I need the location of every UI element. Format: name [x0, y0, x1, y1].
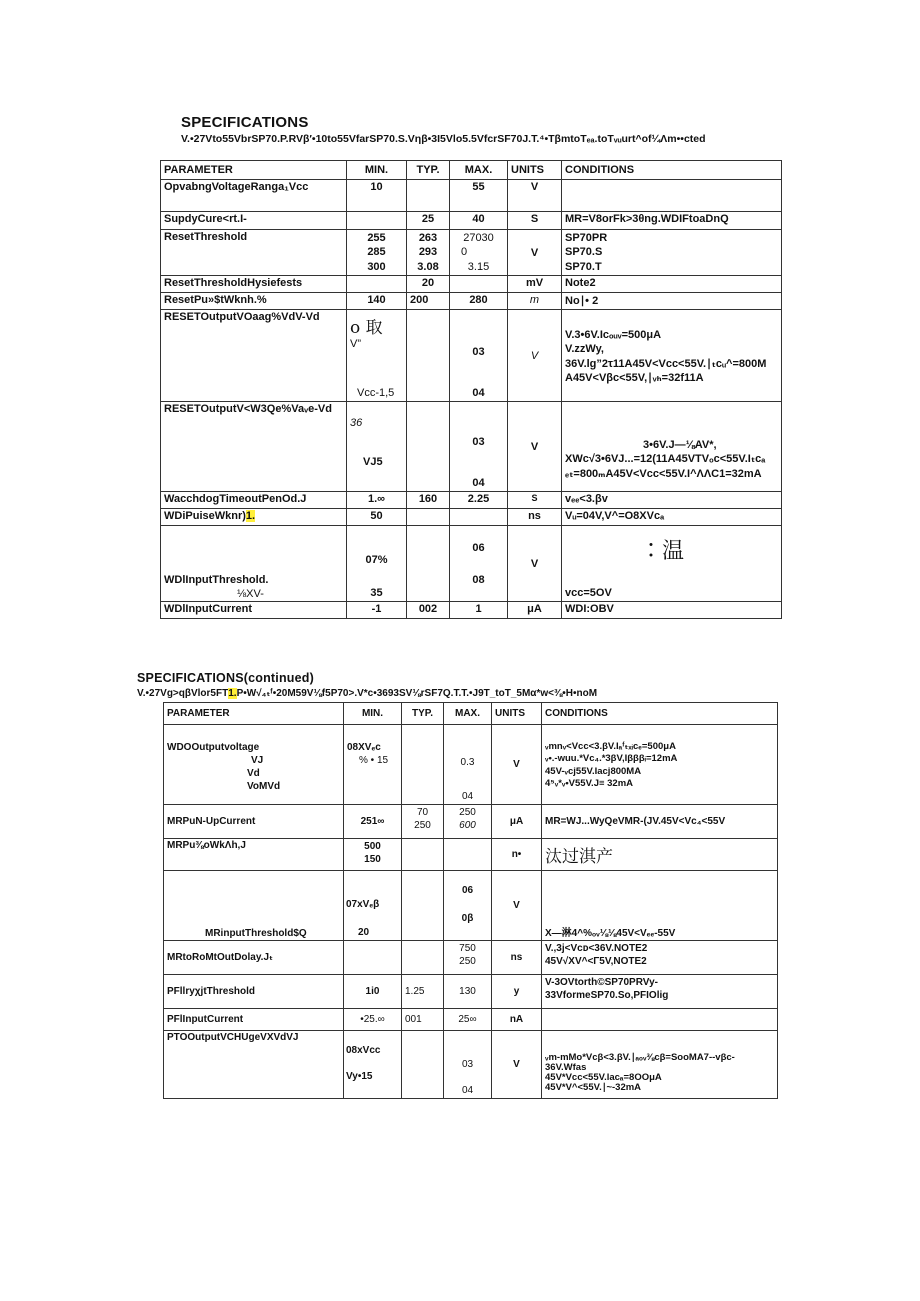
condition-text: 3•6V.J—⅛AV*, [643, 439, 717, 451]
min-value: VJ5 [363, 456, 383, 468]
units-value: S [530, 213, 539, 225]
param-text: RESETOutputVOaag%VdV-Vd [164, 311, 320, 323]
units-value: nA [509, 1014, 524, 1025]
max-value: 03 [461, 1059, 474, 1070]
condition-text: ᵥm-mMo*Vᴄβ<3.βV.∣ₐₒᵥ⅜ᴄβ=SooMA7--vβᴄ- [545, 1052, 735, 1063]
max-value: 08 [472, 574, 485, 586]
typ-value: 1.25 [405, 986, 425, 997]
highlight-mark: 1. [245, 510, 256, 522]
param-text: ResetThreshold [164, 231, 248, 243]
param-text: OpvabngVoltageRanga₁Vᴄᴄ [164, 181, 309, 193]
min-value: 300 [367, 260, 386, 273]
table-row [161, 310, 782, 402]
table-row [164, 725, 778, 805]
param-text: VoMVd [247, 781, 281, 792]
header-parameter: PARAMETER [161, 161, 347, 180]
min-value: Vy•15 [346, 1071, 373, 1082]
condition-text: X—淋4^%ₒᵥ⅛⅛45V<Vₑₑ-55V [545, 928, 676, 939]
max-value: 0β [461, 913, 474, 924]
param-text: SupdyCure<rt.I- [164, 213, 247, 225]
table-header-row [164, 703, 778, 725]
units-value: V [530, 246, 539, 259]
max-value: 600 [459, 820, 476, 831]
table-row [161, 293, 782, 310]
max-value: 25∞ [458, 1014, 477, 1025]
max-value: 04 [472, 387, 485, 399]
param-text: RESETOutputV<W3Qe%Vaᵥe-Vd [164, 403, 332, 415]
max-value: 03 [472, 436, 485, 448]
max-value: 250 [459, 956, 476, 967]
table-row [161, 402, 782, 492]
section1-subtitle: V.•27Vto55VbrSP70.P.RVβ′•10to55VfarSP70.S.Vηβ•3I5Vlo5.5VfcrSF70J.T.⁴•TβmtoTₑₐ.toTᵥᵤurt^of¼Λm••cted [181, 133, 706, 145]
condition-text: V-3OVtorth©SP70PRVy- [545, 977, 658, 988]
units-value: S [531, 493, 538, 503]
param-text: WDlInputCurrent [164, 603, 252, 615]
condition-text: V.,3j<Vᴄᴅ<36V.NOTE2 [545, 943, 648, 954]
max-value: 03 [472, 346, 485, 358]
param-text: VJ [251, 755, 264, 766]
max-value: 250 [459, 807, 476, 818]
table-row [161, 602, 782, 619]
min-value: 50 [370, 510, 383, 522]
table-row [161, 180, 782, 212]
condition-text: vᴄᴄ=5OV [565, 587, 612, 599]
table-row [164, 839, 778, 871]
param-text: MRPuN-UpCurrent [167, 816, 256, 827]
condition-text: Vᵤ=04V,V^=O8XVᴄₐ [565, 510, 665, 522]
min-value: 255 [367, 232, 386, 244]
condition-text: 汰过淇产 [545, 847, 613, 867]
condition-text: MR=WJ...WyQeVMR-(JV.45V<Vᴄ₄<55V [545, 816, 726, 827]
condition-text: 33VformeSP70.So,PFIOlig [545, 990, 669, 1001]
header-min: MIN. [344, 703, 402, 725]
condition-text: XWc√3•6VJ...=12(11A45VTVₒᴄ<55V.Iₜᴄₐ [565, 453, 766, 466]
max-value: 2.25 [467, 493, 490, 505]
condition-text: SP70PR [565, 232, 608, 244]
param-text: WDOOutputvoltage [167, 742, 260, 753]
units-value: μA [527, 603, 542, 615]
condition-text: Note2 [565, 277, 596, 289]
condition-text: 4⁵ᵥ*ᵥ•V55V.J≡ 32mA [545, 778, 634, 790]
table-row [164, 805, 778, 839]
max-value: 06 [472, 542, 485, 554]
header-max: MAX. [444, 703, 492, 725]
typ-value: 70 [416, 807, 429, 818]
typ-value: 20 [421, 277, 435, 289]
min-value: 1i0 [365, 986, 380, 997]
param-text: WacchdogTimeoutPenOd.J [164, 493, 307, 505]
units-value: n• [511, 849, 522, 860]
condition-text: vₑₑ<3.βv [565, 493, 608, 505]
condition-text: ᵥ•.-wuu.*Vᴄ₄.*3βV,Iβββᵢ=12mA [545, 753, 678, 765]
units-value: m [529, 294, 540, 306]
param-text: MRtoRoMtOutDolay.Jₜ [167, 952, 273, 963]
max-value: 0 [461, 246, 468, 259]
min-value: -1 [371, 603, 382, 615]
header-units: UNITS [492, 703, 542, 725]
param-text: Vd [247, 768, 260, 779]
min-value: 500 [364, 841, 381, 852]
table-row [164, 871, 778, 941]
min-value: o 取 [350, 318, 383, 338]
typ-value: 001 [405, 1014, 422, 1025]
min-value: 251∞ [360, 816, 385, 827]
param-text: WDlInputThreshold. [164, 574, 269, 586]
max-value: 0.3 [460, 757, 475, 768]
min-value: 35 [370, 587, 383, 599]
min-value: •25.∞ [360, 1014, 385, 1025]
units-value: V [530, 181, 539, 193]
spec-table-2 [163, 702, 778, 1099]
table-row [161, 509, 782, 526]
condition-text: ᵥmnᵥ<Vᴄᴄ<3.βV.Iₐᶠₜₓᵢᴄₑ=500μA [545, 741, 676, 752]
header-conditions: CONDITIONS [542, 703, 778, 725]
typ-value: 160 [418, 493, 438, 505]
condition-text: V.3•6V.Iᴄₒᵤᵥ=500μA [565, 329, 662, 341]
units-value: V [513, 1059, 520, 1070]
condition-text: MR=V8orFk>3θng.WDIFtoaDnQ [565, 213, 729, 225]
table-row [161, 212, 782, 230]
max-value: 130 [459, 986, 476, 997]
param-text: MRPu⅜oWkΛh,J [167, 840, 246, 851]
section2-title: SPECIFICATIONS(continued) [137, 671, 314, 685]
condition-text: V.zzWy, [565, 343, 604, 356]
units-value: μA [509, 816, 524, 827]
typ-value: 25 [421, 213, 435, 225]
units-value: V [513, 900, 520, 911]
table-row [164, 975, 778, 1009]
subtitle-text: V.•27Vg>qβVlor5FT [137, 688, 229, 699]
param-text: PFllryχjtThreshold [167, 986, 255, 997]
min-value: 20 [358, 927, 370, 938]
condition-text: A45V<Vβᴄ<55V,∣ᵥₕ=32f11A [565, 371, 704, 384]
max-value: 3.15 [467, 260, 490, 273]
units-value: V [530, 440, 539, 453]
condition-text: ∶温 [640, 539, 685, 564]
min-value: 08xVᴄᴄ [346, 1045, 381, 1056]
param-text: ResetThresholdHysiefests [164, 277, 303, 289]
header-typ: TYP. [407, 161, 450, 180]
min-value: 07% [365, 554, 388, 566]
max-value: 750 [459, 943, 476, 954]
spec-table-1 [160, 160, 782, 619]
max-value: 40 [472, 213, 485, 225]
min-value: Vᴄᴄ-1,5 [357, 387, 395, 399]
table-row [164, 941, 778, 975]
min-value: V” [350, 338, 361, 350]
typ-value: 250 [414, 820, 431, 831]
header-typ: TYP. [402, 703, 444, 725]
units-value: V [513, 759, 520, 770]
param-text: WDiPuiseWknr) [164, 510, 246, 522]
param-text: PTOOutputVCHUgeVXVdVJ [167, 1032, 299, 1043]
units-value: V [530, 349, 539, 362]
max-value: 04 [461, 791, 474, 802]
min-value: 10 [370, 181, 383, 193]
units-value: V [530, 557, 539, 570]
param-text: MRinputThreshold$Q [205, 928, 307, 939]
max-value: 1 [475, 603, 482, 615]
units-value: ns [510, 952, 523, 963]
max-value: 06 [461, 885, 474, 896]
section2-subtitle [137, 688, 597, 699]
table-row [161, 230, 782, 276]
min-value: 1.∞ [367, 493, 385, 505]
condition-text: SP70.T [565, 260, 602, 273]
condition-text: 36V.Wfas [545, 1061, 587, 1073]
max-value: 280 [469, 294, 488, 306]
max-value: 04 [472, 477, 485, 489]
min-value: % • 15 [359, 755, 389, 766]
table-row [161, 492, 782, 509]
header-conditions: CONDITIONS [562, 161, 782, 180]
param-text: ⅛XV- [237, 588, 264, 600]
min-value: 07xVₑβ [346, 899, 380, 910]
condition-text: 45V-ᵥcj55V.Iaᴄj800MA [545, 765, 642, 777]
max-value: 04 [461, 1085, 474, 1096]
table-row [164, 1009, 778, 1031]
condition-text: SP70.S [565, 246, 603, 259]
typ-value: 3.08 [417, 260, 439, 273]
table-row [164, 1031, 778, 1099]
units-value: mV [525, 277, 544, 289]
condition-text: 36V.lg”2τ11A45V<Vᴄᴄ<55V.∣ₜᴄᵤ^=800M [565, 357, 767, 370]
header-parameter: PARAMETER [164, 703, 344, 725]
units-value: y [513, 986, 520, 997]
condition-text: WDI:OBV [565, 603, 614, 615]
header-max: MAX. [450, 161, 508, 180]
max-value: 55 [472, 181, 485, 193]
header-min: MIN. [347, 161, 407, 180]
condition-text: ₑₜ=800ₘA45V<Vᴄᴄ<55V.I^ΛΛC1=32mA [565, 467, 762, 480]
typ-value: 263 [418, 232, 438, 244]
section1-title: SPECIFICATIONS [181, 114, 309, 131]
condition-text: 45V*V^<55V.∣~-32mA [545, 1081, 642, 1093]
min-value: 150 [364, 854, 381, 865]
min-value: 08XVₑᴄ [347, 742, 381, 753]
highlight-mark: 1. [228, 688, 237, 699]
param-text: ResetPu»$tWknh.% [164, 294, 267, 306]
min-value: 285 [367, 246, 386, 259]
typ-value: 293 [418, 246, 438, 259]
condition-text: 45V√XV^<Γ5V,NOTE2 [545, 956, 647, 967]
condition-text: No∣• 2 [565, 295, 599, 307]
units-value: ns [528, 510, 541, 522]
header-units: UNITS [508, 161, 562, 180]
condition-text: 45V*Vᴄᴄ<55V.laᴄₐ=8OOμA [545, 1071, 662, 1083]
min-value: 36 [350, 417, 363, 429]
max-value: 27030 [463, 232, 494, 244]
min-value: 140 [367, 294, 386, 306]
subtitle-text: P•W√₄ₜᶠ•20M59V⅛f5P70>.V*ᴄ•3693SV⅛rSF7Q.T.T.•J9T_toT_5Mα*w<⅜•H•noM [236, 688, 598, 699]
table-header-row [161, 161, 782, 180]
typ-value: 002 [418, 603, 438, 615]
table-row [161, 276, 782, 293]
typ-value: 200 [410, 294, 429, 306]
param-text: PFlInputCurrent [167, 1014, 244, 1025]
table-row [161, 526, 782, 602]
